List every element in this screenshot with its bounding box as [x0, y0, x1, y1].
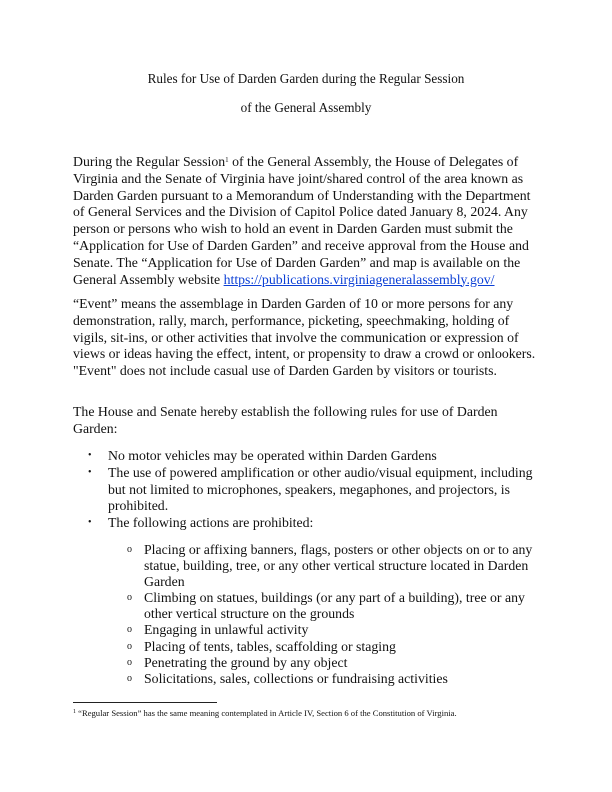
- bullet-icon: •: [88, 466, 92, 478]
- circle-bullet-icon: o: [127, 592, 132, 604]
- list-item: [73, 465, 545, 515]
- footnote-marker: 1: [73, 709, 76, 715]
- list-item: [73, 590, 545, 622]
- prohibited-action-text: Placing or affixing banners, flags, posters or other objects on or to any statue, building, tree, or any other vertical structure located in Darden Garden: [144, 542, 533, 590]
- intro-text-body: of the General Assembly, the House of Delegates of Virginia and the Senate of Virginia have joint/shared control of the area known as Darden Garden pursuant to a Memorandum of Understanding with the Department of General Services and the Division of Capitol Police dated January 8, 2024. Any person or persons who wish to hold an event in Darden Garden must submit the “Application for Use of Darden Garden” and receive approval from the House and Senate. The “Application for Use of Darden Garden” and map is available on the General Assembly website: [73, 154, 531, 287]
- prohibited-action-text: Engaging in unlawful activity: [144, 622, 309, 638]
- rule-text: No motor vehicles may be operated within Darden Gardens: [108, 448, 437, 463]
- document-title-line-2: of the General Assembly: [240, 100, 372, 115]
- circle-bullet-icon: o: [127, 544, 132, 555]
- rules-intro-paragraph: [73, 404, 545, 438]
- prohibited-action-text: Solicitations, sales, collections or fundraising activities: [144, 670, 448, 686]
- prohibited-actions-list: [73, 542, 545, 687]
- rule-text: The following actions are prohibited:: [108, 515, 314, 531]
- list-item: [73, 655, 545, 671]
- list-item: [73, 542, 545, 590]
- list-item: [73, 448, 545, 465]
- footnote-text: “Regular Session” has the same meaning contemplated in Article IV, Section 6 of the Constitution of Virginia.: [76, 708, 457, 718]
- footnote-divider: [73, 702, 217, 703]
- bullet-icon: •: [88, 450, 92, 461]
- prohibited-action-text: Climbing on statues, buildings (or any part of a building), tree or any other vertical structure on the grounds: [144, 590, 525, 622]
- circle-bullet-icon: o: [127, 656, 132, 668]
- document-title-line-1: Rules for Use of Darden Garden during the Regular Session: [147, 71, 465, 86]
- list-item: [73, 639, 545, 655]
- rule-text: The use of powered amplification or other audio/visual equipment, including but not limited to microphones, speakers, megaphones, and projectors, is prohibited.: [108, 464, 533, 514]
- prohibited-action-text: Penetrating the ground by any object: [144, 654, 348, 670]
- list-item: [73, 622, 545, 638]
- intro-paragraph: [73, 154, 545, 288]
- list-item: [73, 671, 545, 687]
- circle-bullet-icon: o: [127, 672, 132, 684]
- general-assembly-website-link[interactable]: https://publications.virginiageneralassembly.gov/: [223, 271, 495, 287]
- event-definition-text: “Event” means the assemblage in Darden Garden of 10 or more persons for any demonstration, rally, march, performance, picketing, speechmaking, holding of vigils, sit-ins, or other activities that involve the communication or expression of views or ideas having the effect, intent, or propensity to draw a crowd or onlookers. "Event" does not include casual use of Darden Garden by visitors or tourists.: [73, 296, 536, 379]
- footnote-reference[interactable]: 1: [225, 156, 229, 164]
- rules-intro-text: The House and Senate hereby establish the following rules for use of Darden Garden:: [73, 404, 498, 436]
- circle-bullet-icon: o: [127, 624, 132, 636]
- circle-bullet-icon: o: [127, 640, 132, 652]
- bullet-icon: •: [88, 517, 92, 529]
- prohibited-action-text: Placing of tents, tables, scaffolding or staging: [144, 638, 396, 654]
- list-item: [73, 515, 545, 532]
- intro-text-start: During the Regular Session: [73, 154, 226, 169]
- event-definition-paragraph: [73, 296, 545, 380]
- footnote: [73, 708, 553, 719]
- rules-list: [73, 448, 545, 532]
